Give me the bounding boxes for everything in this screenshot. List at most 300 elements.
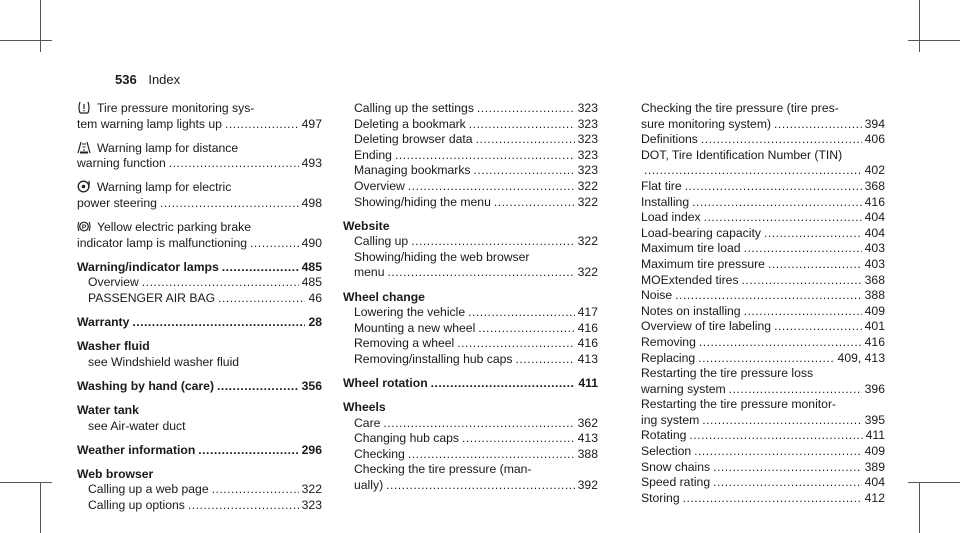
tire-pressure-warning-icon — [77, 101, 91, 114]
index-term: Website — [343, 218, 390, 233]
index-line — [641, 366, 885, 382]
index-line — [354, 352, 598, 368]
leader-dots — [768, 257, 862, 273]
index-entry — [343, 290, 598, 368]
index-term: ing system — [641, 412, 700, 427]
index-term: DOT, Tire Identification Number (TIN) — [641, 147, 843, 162]
index-entry — [77, 315, 322, 331]
crop-mark — [908, 482, 960, 483]
page-reference[interactable]: 323 — [577, 116, 598, 131]
index-line — [641, 117, 885, 133]
page-reference[interactable]: 412 — [864, 490, 885, 505]
index-line — [641, 319, 885, 335]
index-line — [88, 419, 322, 435]
index-line — [354, 101, 598, 117]
index-subentry[interactable] — [630, 444, 885, 460]
page-reference[interactable]: 323 — [577, 132, 598, 147]
leader-dots — [675, 288, 861, 304]
page-title: Index — [148, 72, 181, 87]
index-term: Storing — [641, 490, 680, 505]
index-line — [641, 241, 885, 257]
page-reference[interactable]: 46 — [308, 290, 322, 305]
page-reference[interactable]: 388 — [577, 446, 598, 461]
leader-dots — [685, 179, 862, 195]
leader-dots — [198, 443, 298, 459]
index-line — [77, 403, 322, 419]
page-reference[interactable]: 404 — [864, 475, 885, 490]
leader-dots — [217, 379, 299, 395]
crop-mark — [0, 40, 52, 41]
index-line — [641, 163, 885, 179]
index-entry — [343, 400, 598, 494]
leader-dots — [250, 236, 299, 252]
crop-mark — [40, 0, 41, 52]
page-reference[interactable]: 322 — [577, 234, 598, 249]
index-line — [354, 416, 598, 432]
leader-dots — [476, 132, 575, 148]
index-line — [641, 210, 885, 226]
index-line — [77, 180, 322, 196]
leader-dots — [469, 117, 575, 133]
index-subentry[interactable] — [630, 491, 885, 507]
index-term: Checking the tire pressure (tire pres- — [641, 101, 839, 115]
leader-dots — [411, 234, 574, 250]
index-subentry[interactable] — [343, 234, 598, 250]
page-reference[interactable]: 413 — [577, 431, 598, 446]
page-reference[interactable]: 368 — [864, 178, 885, 193]
index-subentry[interactable] — [630, 319, 885, 335]
page-reference[interactable]: 404 — [864, 225, 885, 240]
leader-dots — [212, 482, 299, 498]
index-entry — [77, 220, 322, 251]
page-reference[interactable]: 323 — [577, 147, 598, 162]
index-term: Wheels — [343, 400, 386, 415]
index-term: Speed rating — [641, 475, 711, 490]
parking-brake-icon — [77, 220, 91, 233]
index-term: Ending — [354, 147, 392, 162]
leader-dots — [729, 382, 862, 398]
crop-mark — [40, 482, 41, 533]
index-line — [641, 148, 885, 164]
leader-dots — [774, 319, 862, 335]
index-line — [77, 117, 322, 133]
index-term: Installing — [641, 194, 690, 209]
index-subentry[interactable] — [630, 428, 885, 444]
page-reference[interactable]: 395 — [864, 412, 885, 427]
index-line — [641, 257, 885, 273]
index-subentry[interactable] — [630, 101, 885, 132]
leader-dots — [225, 117, 299, 133]
leader-dots — [218, 291, 305, 307]
index-line — [354, 265, 598, 281]
index-subentry[interactable] — [343, 148, 598, 164]
index-subentry[interactable] — [77, 355, 322, 371]
index-subentry[interactable] — [77, 482, 322, 498]
page-reference[interactable]: 401 — [864, 319, 885, 334]
index-term: Load-bearing capacity — [641, 225, 761, 240]
index-entry — [77, 141, 322, 172]
index-line — [77, 443, 322, 459]
page-reference[interactable]: 389 — [864, 459, 885, 474]
index-term: Calling up — [354, 234, 409, 249]
index-entry — [343, 219, 598, 281]
index-line — [641, 351, 885, 367]
index-line — [354, 447, 598, 463]
leader-dots — [383, 416, 574, 432]
index-subentry[interactable] — [630, 288, 885, 304]
index-line — [88, 291, 322, 307]
index-term: Noise — [641, 288, 673, 303]
page-reference[interactable]: 296 — [301, 442, 322, 457]
index-term: see Air-water duct — [88, 418, 186, 433]
index-subentry[interactable] — [343, 336, 598, 352]
page-reference[interactable]: 485 — [301, 259, 322, 274]
index-entry — [77, 180, 322, 211]
index-subentry[interactable] — [630, 179, 885, 195]
index-line — [77, 141, 322, 157]
index-subentry[interactable] — [630, 226, 885, 242]
index-subentry[interactable] — [77, 291, 322, 307]
index-line — [77, 339, 322, 355]
index-term: Snow chains — [641, 459, 711, 474]
leader-dots — [478, 321, 574, 337]
index-term: MOExtended tires — [641, 272, 739, 287]
leader-dots — [142, 275, 299, 291]
index-line — [354, 195, 598, 211]
leader-dots — [457, 336, 574, 352]
leader-dots — [699, 335, 862, 351]
leader-dots — [701, 132, 862, 148]
leader-dots — [694, 444, 862, 460]
index-subentry[interactable] — [77, 419, 322, 435]
page-reference[interactable]: 404 — [864, 210, 885, 225]
index-line — [343, 376, 598, 392]
page-reference[interactable]: 402 — [864, 163, 885, 178]
index-term: Lowering the vehicle — [354, 305, 466, 320]
page-reference[interactable]: 388 — [864, 288, 885, 303]
index-line — [641, 335, 885, 351]
page-reference[interactable]: 411 — [865, 428, 885, 443]
index-subentry[interactable] — [630, 335, 885, 351]
index-term: indicator lamp is malfunctioning — [77, 235, 248, 250]
index-subentry[interactable] — [77, 275, 322, 291]
index-line — [77, 379, 322, 395]
index-term: Calling up options — [88, 497, 185, 512]
index-subentry[interactable] — [343, 447, 598, 463]
page-reference[interactable]: 322 — [577, 178, 598, 193]
index-term: warning system — [641, 381, 726, 396]
index-term: Removing — [641, 334, 696, 349]
leader-dots — [462, 431, 575, 447]
index-line — [641, 428, 885, 444]
page-reference[interactable]: 322 — [301, 482, 322, 497]
index-term: Selection — [641, 444, 692, 459]
index-subentry[interactable] — [630, 475, 885, 491]
index-line — [641, 475, 885, 491]
index-column-2 — [343, 101, 598, 502]
index-term: Calling up a web page — [88, 482, 209, 497]
index-term: Weather information — [77, 442, 196, 457]
leader-dots — [468, 305, 575, 321]
index-subentry[interactable] — [343, 305, 598, 321]
index-subentry[interactable] — [343, 195, 598, 211]
crop-mark — [919, 482, 920, 533]
index-term: Maximum tire pressure — [641, 256, 765, 271]
index-line — [641, 491, 885, 507]
index-line — [641, 444, 885, 460]
page-reference[interactable]: 394 — [864, 116, 885, 131]
index-entry — [77, 101, 322, 132]
page-reference[interactable]: 406 — [864, 132, 885, 147]
index-subentry[interactable] — [630, 460, 885, 476]
leader-dots — [644, 163, 862, 179]
leader-dots — [386, 478, 575, 494]
index-line — [641, 195, 885, 211]
leader-dots — [704, 210, 862, 226]
crop-mark — [919, 0, 920, 52]
page-reference[interactable]: 493 — [301, 156, 322, 171]
index-term: PASSENGER AIR BAG — [88, 290, 216, 305]
index-term: menu — [354, 265, 385, 280]
index-entry — [77, 443, 322, 459]
index-term: Water tank — [77, 402, 139, 417]
index-line — [354, 462, 598, 478]
index-subentry[interactable] — [343, 101, 598, 117]
page-reference[interactable]: 403 — [864, 241, 885, 256]
index-term: Warning lamp for electric — [97, 180, 232, 195]
index-line — [77, 236, 322, 252]
index-term: Flat tire — [641, 178, 682, 193]
index-term: Notes on installing — [641, 303, 741, 318]
index-line — [641, 226, 885, 242]
index-line — [641, 273, 885, 289]
index-term: Overview of tire labeling — [641, 319, 772, 334]
leader-dots — [692, 195, 862, 211]
index-line — [641, 413, 885, 429]
index-line — [354, 431, 598, 447]
index-term: sure monitoring system) — [641, 116, 772, 131]
index-subentry[interactable] — [343, 250, 598, 281]
page-reference[interactable]: 323 — [577, 163, 598, 178]
page-reference[interactable]: 28 — [308, 315, 322, 330]
index-term: Web browser — [77, 466, 154, 481]
leader-dots — [764, 226, 862, 242]
leader-dots — [744, 241, 862, 257]
index-term: Washing by hand (care) — [77, 378, 215, 393]
page-reference[interactable]: 498 — [301, 195, 322, 210]
index-subentry[interactable] — [630, 257, 885, 273]
index-line — [641, 179, 885, 195]
index-line — [641, 101, 885, 117]
index-term: Tire pressure monitoring sys- — [97, 101, 255, 115]
index-term: Mounting a new wheel — [354, 320, 476, 335]
leader-dots — [713, 460, 862, 476]
index-term: ually) — [354, 478, 384, 493]
index-subentry[interactable] — [630, 397, 885, 428]
page-reference[interactable]: 416 — [577, 320, 598, 335]
index-term: tem warning lamp lights up — [77, 116, 222, 131]
page-reference[interactable]: 485 — [301, 275, 322, 290]
index-subentry[interactable] — [77, 498, 322, 514]
index-term: Warranty — [77, 315, 130, 330]
index-line — [343, 290, 598, 306]
index-subentry[interactable] — [343, 117, 598, 133]
leader-dots — [774, 117, 862, 133]
page-reference[interactable]: 396 — [864, 381, 885, 396]
page-reference[interactable]: 368 — [864, 272, 885, 287]
index-subentry[interactable] — [343, 163, 598, 179]
leader-dots — [431, 376, 576, 392]
index-line — [641, 132, 885, 148]
index-line — [354, 117, 598, 133]
index-term: Washer fluid — [77, 339, 150, 354]
index-subentry[interactable] — [343, 352, 598, 368]
page-header — [115, 72, 180, 87]
leader-dots — [169, 156, 299, 172]
index-term: Deleting browser data — [354, 132, 473, 147]
index-line — [88, 355, 322, 371]
index-entry — [77, 467, 322, 514]
index-line — [641, 397, 885, 413]
index-line — [354, 148, 598, 164]
index-term: Showing/hiding the web browser — [354, 249, 530, 264]
index-term: Checking the tire pressure (man- — [354, 462, 532, 477]
page-reference[interactable]: 409 — [864, 303, 885, 318]
leader-dots — [713, 475, 862, 491]
leader-dots — [702, 413, 861, 429]
index-term: Removing a wheel — [354, 336, 455, 351]
leader-dots — [689, 428, 862, 444]
index-term: Wheel rotation — [343, 376, 428, 390]
index-term: Checking — [354, 446, 405, 461]
index-term: Definitions — [641, 132, 698, 147]
page-reference[interactable]: 413 — [577, 351, 598, 366]
leader-dots — [132, 315, 305, 331]
page-reference[interactable]: 411 — [578, 376, 598, 390]
index-term: Care — [354, 415, 381, 430]
index-line — [641, 460, 885, 476]
index-term: Yellow electric parking brake — [97, 220, 252, 235]
page-reference[interactable]: 416 — [864, 194, 885, 209]
index-term: power steering — [77, 195, 157, 210]
index-term: Wheel change — [343, 289, 425, 304]
page-reference[interactable]: 356 — [301, 378, 322, 393]
leader-dots — [474, 163, 575, 179]
index-subentry[interactable] — [630, 132, 885, 148]
index-subentry[interactable] — [630, 195, 885, 211]
index-subentry[interactable] — [630, 351, 885, 367]
page-reference[interactable]: 362 — [577, 415, 598, 430]
svg-text:P: P — [81, 223, 87, 231]
leader-dots — [188, 498, 299, 514]
page-reference[interactable]: 409, 413 — [837, 350, 885, 365]
index-term: Calling up the settings — [354, 101, 474, 115]
page-reference[interactable]: 322 — [577, 194, 598, 209]
index-line — [354, 132, 598, 148]
crop-mark — [908, 40, 960, 41]
index-line — [354, 321, 598, 337]
index-subentry[interactable] — [343, 179, 598, 195]
index-subentry[interactable] — [630, 273, 885, 289]
leader-dots — [494, 195, 575, 211]
index-subentry[interactable] — [343, 132, 598, 148]
leader-dots — [408, 447, 575, 463]
index-column-3 — [630, 101, 885, 515]
index-term: Showing/hiding the menu — [354, 194, 491, 209]
index-line — [641, 288, 885, 304]
index-term: Replacing — [641, 350, 696, 365]
index-term: Managing bookmarks — [354, 163, 471, 178]
index-line — [88, 482, 322, 498]
index-subentry[interactable] — [630, 304, 885, 320]
page-reference[interactable]: 490 — [301, 235, 322, 250]
distance-warning-icon — [77, 141, 91, 154]
index-subentry[interactable] — [343, 431, 598, 447]
page-reference[interactable]: 322 — [577, 265, 598, 280]
index-line — [343, 400, 598, 416]
index-column-1 — [77, 101, 322, 522]
page-reference[interactable]: 403 — [864, 256, 885, 271]
leader-dots — [742, 273, 862, 289]
index-term: Removing/installing hub caps — [354, 351, 513, 366]
index-subentry[interactable] — [343, 462, 598, 493]
page-reference[interactable]: 323 — [577, 101, 598, 115]
index-term: Deleting a bookmark — [354, 116, 466, 131]
index-term: warning function — [77, 156, 166, 171]
page-reference[interactable]: 497 — [301, 116, 322, 131]
index-subentry[interactable] — [343, 416, 598, 432]
page-reference[interactable]: 416 — [864, 334, 885, 349]
index-subentry[interactable] — [630, 148, 885, 179]
index-subentry[interactable] — [343, 321, 598, 337]
index-line — [77, 467, 322, 483]
index-term: Overview — [354, 178, 405, 193]
leader-dots — [698, 351, 834, 367]
page-reference[interactable]: 416 — [577, 336, 598, 351]
leader-dots — [516, 352, 575, 368]
index-line — [77, 101, 322, 117]
index-entry — [77, 260, 322, 307]
index-entry — [77, 339, 322, 370]
page-reference[interactable]: 323 — [301, 497, 322, 512]
page-reference[interactable]: 392 — [577, 478, 598, 493]
page-number: 536 — [115, 72, 137, 87]
index-entry — [343, 101, 598, 210]
page-reference[interactable]: 409 — [864, 444, 885, 459]
index-line — [354, 250, 598, 266]
leader-dots — [222, 260, 299, 276]
leader-dots — [744, 304, 862, 320]
index-line — [88, 275, 322, 291]
index-line — [343, 219, 598, 235]
index-term: Warning/indicator lamps — [77, 259, 219, 274]
index-term: see Windshield washer fluid — [88, 354, 240, 369]
index-line — [77, 196, 322, 212]
index-line — [354, 336, 598, 352]
crop-mark — [0, 482, 52, 483]
index-term: Restarting the tire pressure loss — [641, 366, 814, 381]
index-subentry[interactable] — [630, 366, 885, 397]
index-subentry[interactable] — [630, 210, 885, 226]
index-term: Changing hub caps — [354, 431, 460, 446]
leader-dots — [408, 179, 575, 195]
index-term: Warning lamp for distance — [97, 140, 239, 155]
index-subentry[interactable] — [630, 241, 885, 257]
page-reference[interactable]: 417 — [577, 305, 598, 320]
index-term: Restarting the tire pressure monitor- — [641, 397, 837, 412]
index-line — [354, 179, 598, 195]
leader-dots — [683, 491, 862, 507]
